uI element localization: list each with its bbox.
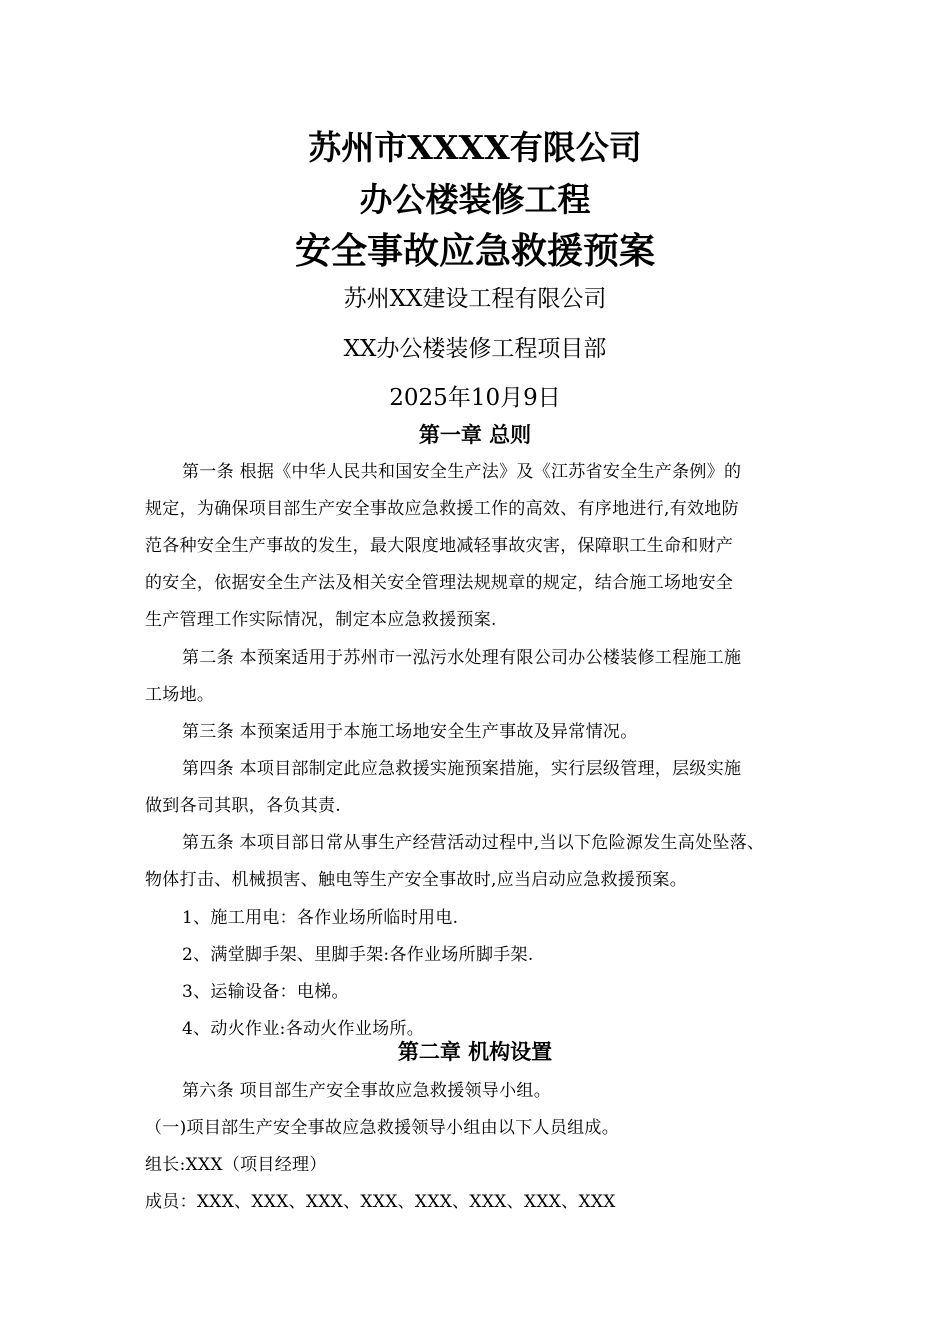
chapter-1-heading: 第一章 总则 (418, 422, 532, 447)
document-date: 2025年10月9日 (389, 385, 561, 411)
paragraph-line: 范各种安全生产事故的发生，最大限度地减轻事故灾害，保障职工生命和财产 (145, 536, 734, 556)
document-title-line3: 安全事故应急救援预案 (294, 230, 655, 272)
list-item: 3、运输设备：电梯。 (182, 982, 349, 1002)
paragraph-line: （一)项目部生产安全事故应急救援领导小组由以下人员组成。 (145, 1118, 620, 1138)
project-department: XX办公楼装修工程项目部 (343, 336, 607, 362)
paragraph-line: 第五条 本项目部日常从事生产经营活动过程中,当以下危险源发生高处坠落、 (182, 833, 765, 853)
list-item: 4、动火作业:各动火作业场所。 (182, 1019, 425, 1039)
paragraph-line: 做到各司其职，各负其责. (145, 796, 342, 816)
paragraph-line: 第二条 本预案适用于苏州市一泓污水处理有限公司办公楼装修工程施工施 (182, 648, 742, 668)
list-item: 1、施工用电：各作业场所临时用电. (182, 908, 459, 928)
paragraph-line: 物体打击、机械损害、触电等生产安全事故时,应当启动应急救援预案。 (145, 870, 688, 890)
list-item: 2、满堂脚手架、里脚手架:各作业场所脚手架. (182, 945, 534, 965)
paragraph-line: 第三条 本预案适用于本施工场地安全生产事故及异常情况。 (182, 722, 638, 742)
paragraph-line: 规定，为确保项目部生产安全事故应急救援工作的高效、有序地进行,有效地防 (145, 499, 739, 519)
document-title-line2: 办公楼装修工程 (359, 180, 591, 219)
chapter-2-heading: 第二章 机构设置 (397, 1039, 553, 1064)
paragraph-line: 第一条 根据《中华人民共和国安全生产法》及《江苏省安全生产条例》的 (182, 462, 742, 482)
document-title-line1: 苏州市XXXX有限公司 (308, 128, 642, 167)
paragraph-line: 的安全，依据安全生产法及相关安全管理法规规章的规定，结合施工场地安全 (145, 573, 734, 593)
paragraph-line: 组长:XXX（项目经理） (145, 1155, 327, 1175)
paragraph-line: 成员：XXX、XXX、XXX、XXX、XXX、XXX、XXX、XXX (145, 1192, 616, 1212)
paragraph-line: 第四条 本项目部制定此应急救援实施预案措施，实行层级管理，层级实施 (182, 759, 742, 779)
paragraph-line: 第六条 项目部生产安全事故应急救援领导小组。 (182, 1081, 552, 1101)
paragraph-line: 生产管理工作实际情况，制定本应急救援预案. (145, 610, 497, 630)
paragraph-line: 工场地。 (145, 685, 215, 705)
company-name: 苏州XX建设工程有限公司 (343, 286, 607, 312)
